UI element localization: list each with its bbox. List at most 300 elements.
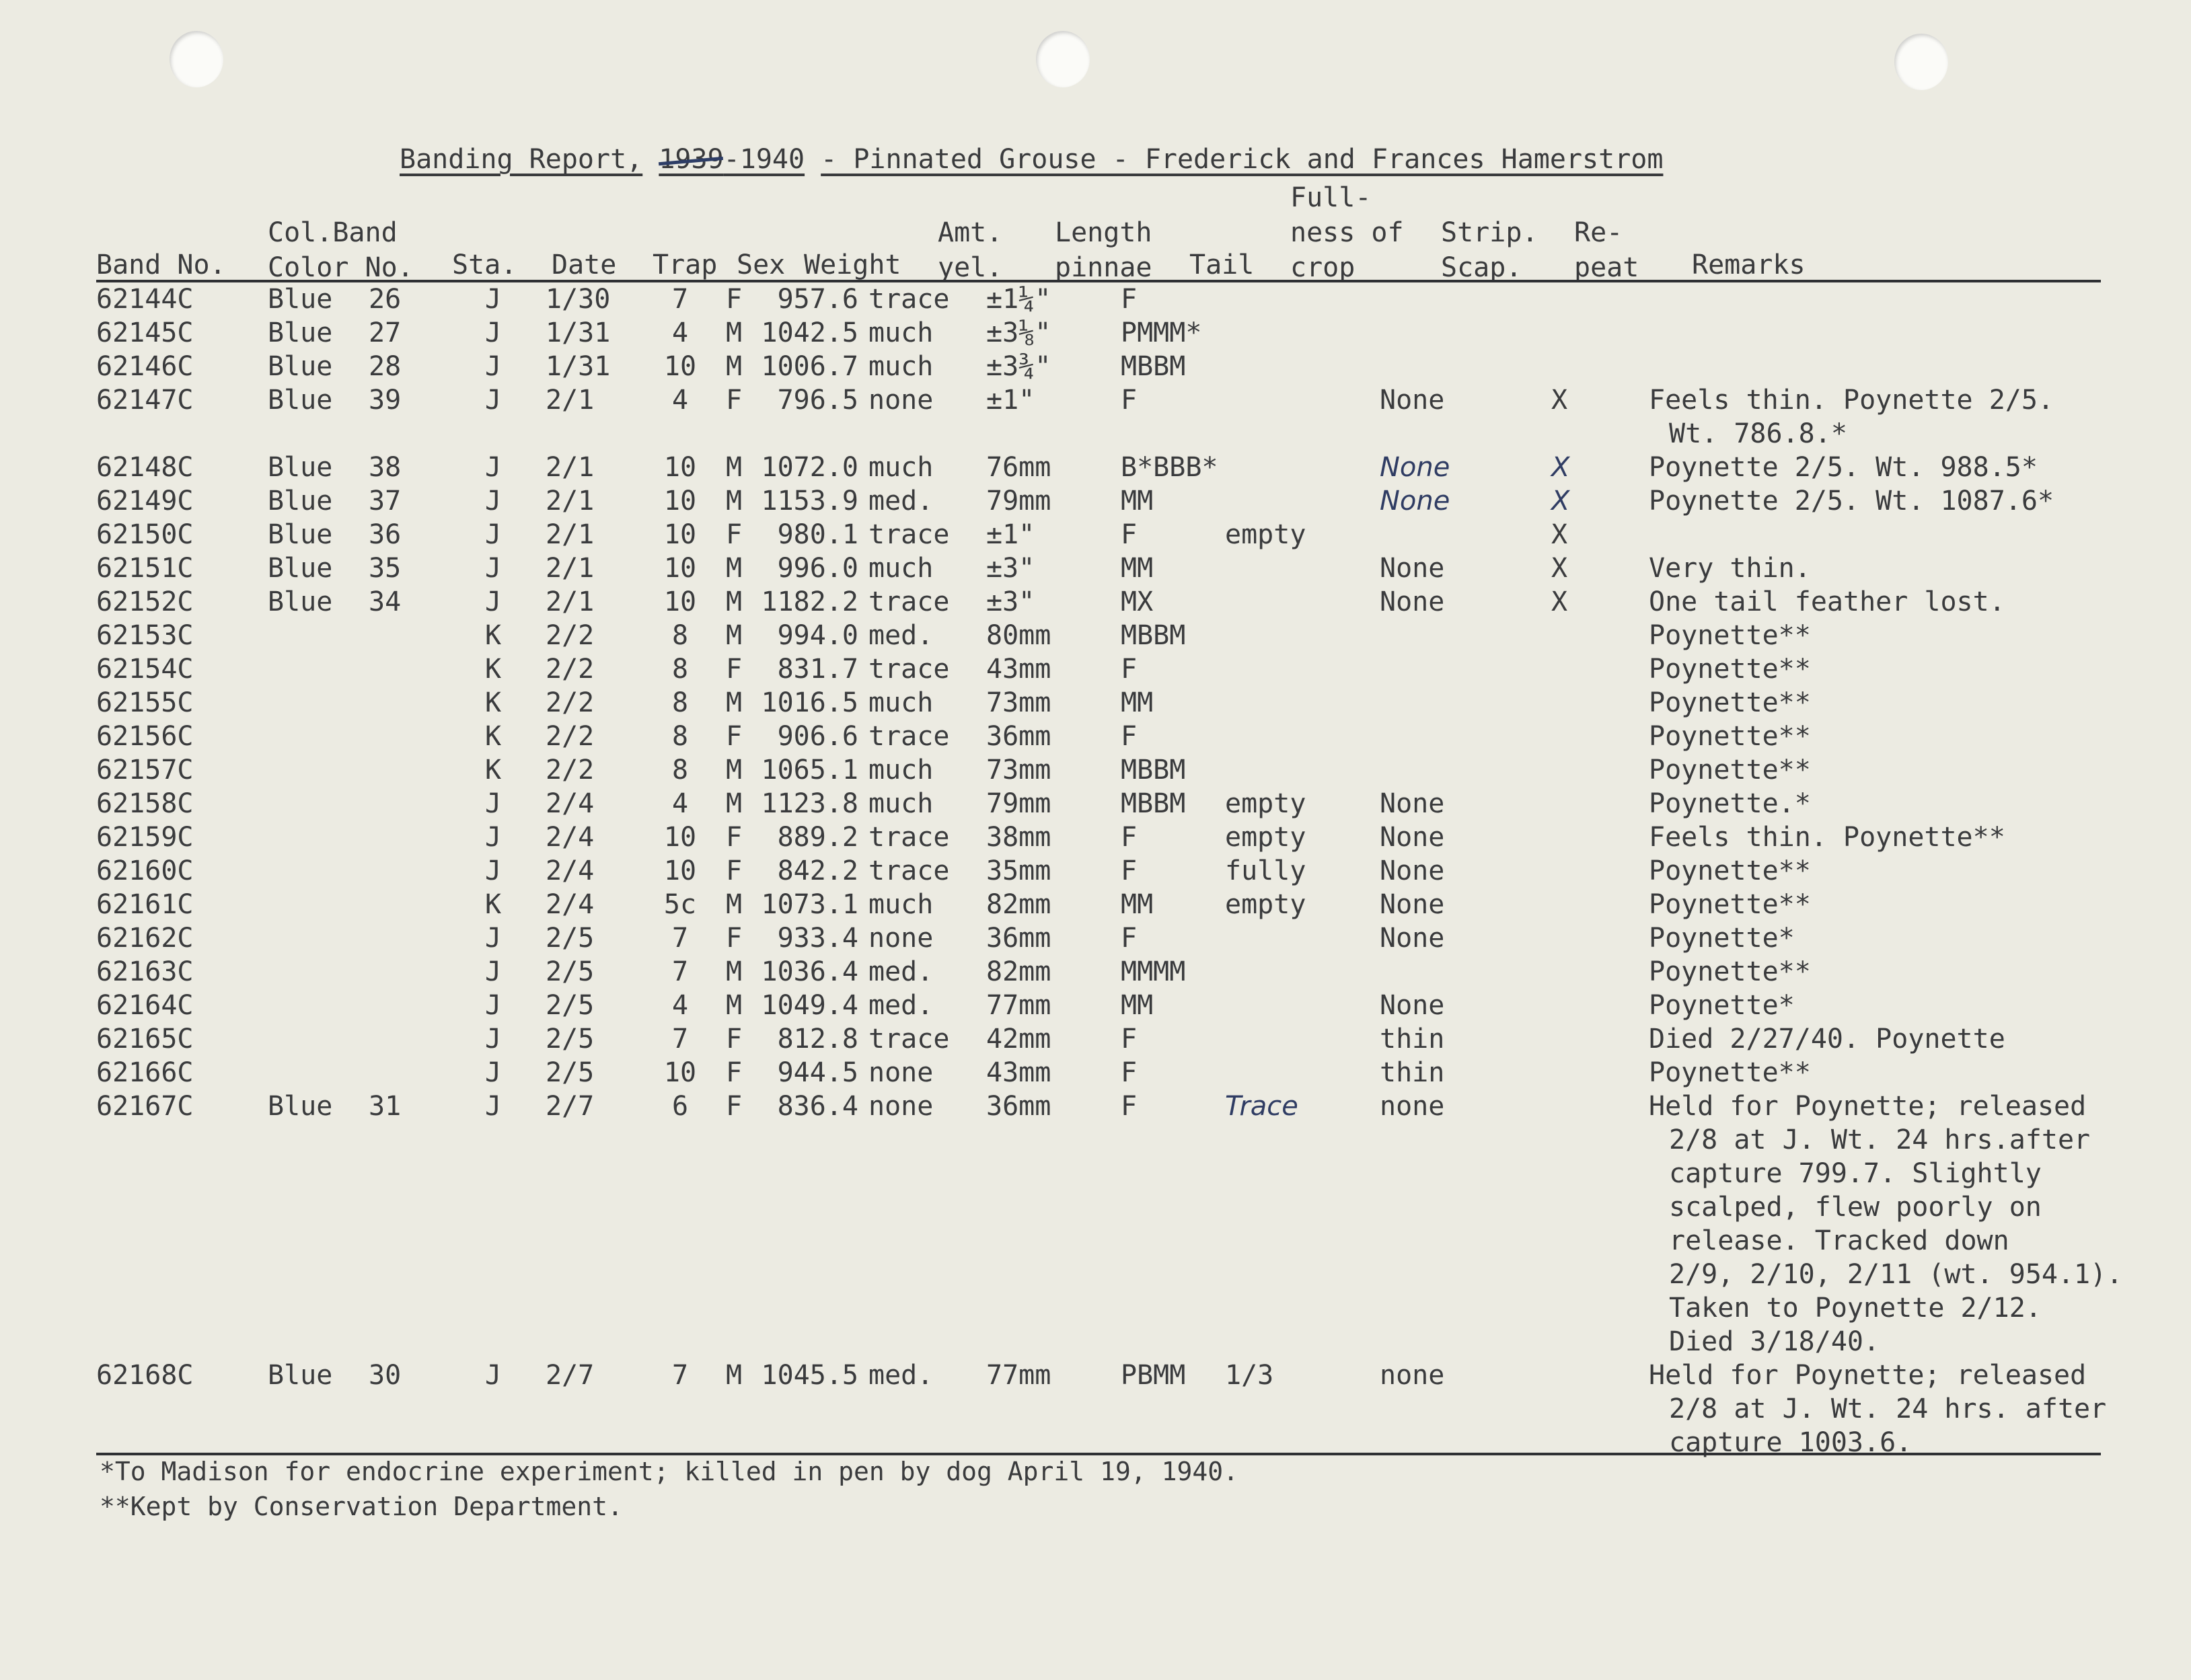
cell-num (369, 720, 453, 753)
cell-band: 62152C (96, 586, 194, 617)
cell-remarks (1649, 350, 2122, 383)
cell-trap: 10 (663, 452, 697, 483)
cell-sex: F (725, 1024, 743, 1055)
table-row-62161C (96, 888, 2122, 921)
cell-yel: much (868, 687, 934, 718)
cell-crop (1225, 484, 1380, 518)
cell-len: 36mm (986, 923, 1051, 954)
punch-hole-center (1036, 31, 1090, 87)
cell-tail: F (1121, 1091, 1138, 1122)
cell-sex: F (725, 284, 743, 315)
cell-date: 2/7 (546, 1091, 595, 1122)
cell-rep (1531, 989, 1649, 1022)
cell-trap: 8 (671, 755, 689, 786)
remarks-line: Poynette** (1649, 855, 1811, 886)
cell-len: 35mm (986, 855, 1051, 886)
header-tail: Tail (1189, 250, 1255, 280)
remarks-line: release. Tracked down (1669, 1225, 2009, 1256)
cell-sex: M (725, 687, 743, 718)
cell-sex: M (725, 990, 743, 1021)
cell-tail: PBMM (1121, 1360, 1186, 1391)
cell-rep: X (1551, 452, 1570, 483)
banding-table (96, 282, 2122, 1459)
remarks-line: Died 3/18/40. (1669, 1326, 1880, 1357)
cell-rep: X (1551, 486, 1570, 517)
table-row-62162C (96, 921, 2122, 955)
header-length-line2: pinnae (1055, 252, 1152, 283)
cell-yel: trace (868, 519, 950, 550)
cell-sta: K (484, 654, 502, 685)
cell-len: 82mm (986, 956, 1051, 987)
header-weight: Weight (804, 250, 901, 280)
cell-date: 2/4 (546, 889, 595, 920)
cell-strip (1380, 350, 1531, 383)
cell-trap: 10 (663, 519, 697, 550)
cell-len: ±3⅛" (986, 317, 1051, 348)
table-row-62145C (96, 316, 2122, 350)
cell-remarks (1649, 585, 2122, 619)
cell-color: Blue (268, 586, 333, 617)
cell-date: 1/31 (546, 351, 611, 382)
cell-crop (1225, 686, 1380, 720)
cell-tail: MM (1121, 486, 1154, 517)
cell-remarks (1649, 955, 2122, 989)
cell-weight: 1182.2 (761, 586, 858, 617)
remarks-line: Poynette** (1649, 687, 1811, 718)
table-row-62152C (96, 585, 2122, 619)
cell-sex: M (725, 317, 743, 348)
cell-remarks (1649, 316, 2122, 350)
table-row-62153C (96, 619, 2122, 652)
cell-remarks (1649, 652, 2122, 686)
cell-yel: med. (868, 486, 934, 517)
header-repeat-line2: peat (1574, 252, 1639, 283)
cell-rep (1531, 921, 1649, 955)
cell-sex: F (725, 385, 743, 416)
cell-trap: 10 (663, 855, 697, 886)
cell-rep (1531, 787, 1649, 820)
cell-tail: F (1121, 519, 1138, 550)
cell-crop (1225, 955, 1380, 989)
table-row-62150C (96, 518, 2122, 551)
title-rest: - Pinnated Grouse - Frederick and Frances Hamerstrom (821, 144, 1664, 175)
cell-remarks (1649, 1359, 2122, 1459)
report-title (400, 144, 1663, 175)
cell-tail: MBBM (1121, 620, 1186, 651)
table-row-62149C (96, 484, 2122, 518)
cell-weight: 1006.7 (761, 351, 858, 382)
cell-num (369, 820, 453, 854)
cell-sex: F (725, 1057, 743, 1088)
cell-color (268, 1022, 369, 1056)
cell-len: 77mm (986, 1360, 1051, 1391)
title-year: -1940 (723, 144, 805, 175)
cell-sta: K (484, 620, 502, 651)
cell-band: 62167C (96, 1091, 194, 1122)
cell-sex: F (725, 822, 743, 853)
table-row-62166C (96, 1056, 2122, 1090)
cell-sta: J (484, 1057, 502, 1088)
cell-num: 26 (369, 284, 402, 315)
header-strip-line2: Scap. (1441, 252, 1522, 283)
cell-sex: F (725, 855, 743, 886)
cell-crop (1225, 753, 1380, 787)
cell-yel: much (868, 452, 934, 483)
cell-rep (1531, 652, 1649, 686)
cell-num: 34 (369, 586, 402, 617)
cell-strip: none (1380, 1091, 1445, 1122)
cell-crop: empty (1225, 889, 1306, 920)
cell-band: 62150C (96, 519, 194, 550)
cell-date: 2/2 (546, 654, 595, 685)
remarks-line: Feels thin. Poynette 2/5. (1649, 385, 2054, 416)
header-trap: Trap (653, 250, 718, 280)
cell-weight: 1045.5 (761, 1360, 858, 1391)
remarks-line: Poynette** (1649, 721, 1811, 752)
cell-date: 2/4 (546, 788, 595, 819)
cell-color: Blue (268, 351, 333, 382)
cell-len: 43mm (986, 1057, 1051, 1088)
cell-len: 36mm (986, 721, 1051, 752)
cell-sex: M (725, 956, 743, 987)
cell-sex: M (725, 755, 743, 786)
cell-trap: 7 (671, 284, 689, 315)
cell-strip: None (1380, 822, 1445, 853)
cell-num (369, 652, 453, 686)
cell-trap: 4 (671, 990, 689, 1021)
cell-date: 2/2 (546, 687, 595, 718)
cell-band: 62145C (96, 317, 194, 348)
cell-len: ±1¼" (986, 284, 1051, 315)
table-row-62160C (96, 854, 2122, 888)
cell-tail: MBBM (1121, 351, 1186, 382)
cell-date: 2/5 (546, 1057, 595, 1088)
cell-trap: 10 (663, 1057, 697, 1088)
punch-hole-left (170, 31, 223, 87)
cell-num (369, 753, 453, 787)
cell-rep (1531, 350, 1649, 383)
cell-date: 2/5 (546, 990, 595, 1021)
cell-tail: F (1121, 822, 1138, 853)
cell-len: 43mm (986, 654, 1051, 685)
header-repeat-line1: Re- (1574, 217, 1623, 248)
cell-trap: 6 (671, 1091, 689, 1122)
cell-crop (1225, 989, 1380, 1022)
cell-rep: X (1551, 586, 1568, 617)
cell-weight: 1123.8 (761, 788, 858, 819)
cell-date: 2/1 (546, 385, 595, 416)
cell-date: 2/7 (546, 1360, 595, 1391)
cell-sta: J (484, 1024, 502, 1055)
cell-remarks (1649, 619, 2122, 652)
header-full-line1: Full- (1290, 182, 1372, 213)
cell-rep (1531, 686, 1649, 720)
cell-sex: M (725, 351, 743, 382)
cell-color (268, 888, 369, 921)
remarks-line: scalped, flew poorly on (1669, 1192, 2042, 1223)
cell-rep (1531, 720, 1649, 753)
cell-color (268, 820, 369, 854)
table-row-62158C (96, 787, 2122, 820)
cell-sta: J (484, 553, 502, 584)
cell-yel: much (868, 351, 934, 382)
cell-weight: 957.6 (777, 284, 858, 315)
table-row-62155C (96, 686, 2122, 720)
table-row-62164C (96, 989, 2122, 1022)
cell-band: 62156C (96, 721, 194, 752)
remarks-line: Wt. 786.8.* (1669, 418, 1847, 449)
cell-sta: J (484, 822, 502, 853)
punch-hole-right (1894, 34, 1948, 90)
cell-tail: B*BBB* (1121, 452, 1218, 483)
cell-color: Blue (268, 452, 333, 483)
cell-sex: F (725, 519, 743, 550)
cell-yel: med. (868, 620, 934, 651)
cell-sex: F (725, 721, 743, 752)
table-row-62147C (96, 383, 2122, 451)
cell-remarks (1649, 989, 2122, 1022)
cell-tail: F (1121, 385, 1138, 416)
remarks-line: Poynette** (1649, 956, 1811, 987)
header-full-line3: crop (1290, 252, 1356, 283)
cell-num: 38 (369, 452, 402, 483)
header-amt-yel (938, 215, 1002, 285)
cell-color (268, 753, 369, 787)
cell-crop (1225, 383, 1380, 451)
cell-crop (1225, 921, 1380, 955)
cell-sex: M (725, 553, 743, 584)
cell-band: 62160C (96, 855, 194, 886)
cell-strip (1380, 686, 1531, 720)
cell-len: 73mm (986, 687, 1051, 718)
cell-date: 2/1 (546, 586, 595, 617)
table-row-62157C (96, 753, 2122, 787)
cell-sta: J (484, 284, 502, 315)
cell-num (369, 1022, 453, 1056)
footer-rule (96, 1453, 2101, 1455)
cell-num (369, 989, 453, 1022)
cell-weight: 842.2 (777, 855, 858, 886)
cell-date: 2/2 (546, 755, 595, 786)
remarks-line: Poynette** (1649, 654, 1811, 685)
table-row-62159C (96, 820, 2122, 854)
header-col-band (268, 215, 414, 285)
cell-color (268, 921, 369, 955)
cell-band: 62166C (96, 1057, 194, 1088)
cell-strip: None (1380, 452, 1450, 483)
cell-trap: 8 (671, 620, 689, 651)
cell-rep: X (1551, 519, 1568, 550)
cell-strip: None (1380, 553, 1445, 584)
cell-color: Blue (268, 519, 333, 550)
cell-num (369, 1056, 453, 1090)
cell-rep (1531, 619, 1649, 652)
cell-weight: 996.0 (777, 553, 858, 584)
cell-trap: 10 (663, 553, 697, 584)
cell-trap: 4 (671, 317, 689, 348)
cell-crop (1225, 652, 1380, 686)
footnote-double-star: **Kept by Conservation Department. (100, 1492, 623, 1521)
cell-rep: X (1551, 553, 1568, 584)
cell-strip (1380, 720, 1531, 753)
cell-weight: 1153.9 (761, 486, 858, 517)
cell-sta: J (484, 317, 502, 348)
cell-strip (1380, 619, 1531, 652)
cell-band: 62144C (96, 284, 194, 315)
cell-yel: much (868, 889, 934, 920)
table-row-62146C (96, 350, 2122, 383)
cell-num (369, 686, 453, 720)
table-row-62144C (96, 282, 2122, 316)
cell-rep (1531, 1090, 1649, 1359)
cell-tail: MX (1121, 586, 1154, 617)
remarks-line: capture 1003.6. (1669, 1427, 1913, 1458)
cell-weight: 1072.0 (761, 452, 858, 483)
cell-weight: 980.1 (777, 519, 858, 550)
cell-date: 2/1 (546, 452, 595, 483)
cell-strip: None (1380, 855, 1445, 886)
cell-remarks (1649, 282, 2122, 316)
cell-band: 62164C (96, 990, 194, 1021)
cell-weight: 944.5 (777, 1057, 858, 1088)
table-row-62154C (96, 652, 2122, 686)
remarks-line: 2/9, 2/10, 2/11 (wt. 954.1). (1669, 1259, 2123, 1290)
cell-yel: none (868, 1091, 934, 1122)
cell-trap: 7 (671, 923, 689, 954)
cell-yel: med. (868, 956, 934, 987)
cell-yel: much (868, 317, 934, 348)
cell-trap: 10 (663, 586, 697, 617)
cell-weight: 889.2 (777, 822, 858, 853)
cell-rep (1531, 316, 1649, 350)
cell-strip (1380, 518, 1531, 551)
cell-trap: 7 (671, 1360, 689, 1391)
cell-len: 80mm (986, 620, 1051, 651)
footnote-single-star: *To Madison for endocrine experiment; killed in pen by dog April 19, 1940. (100, 1457, 1238, 1486)
header-fullness-crop (1290, 180, 1404, 285)
cell-yel: trace (868, 654, 950, 685)
cell-num: 36 (369, 519, 402, 550)
remarks-line: Poynette* (1649, 923, 1795, 954)
cell-crop (1225, 1022, 1380, 1056)
cell-band: 62147C (96, 385, 194, 416)
cell-weight: 831.7 (777, 654, 858, 685)
cell-color (268, 989, 369, 1022)
cell-yel: much (868, 788, 934, 819)
cell-tail: MM (1121, 889, 1154, 920)
cell-remarks (1649, 854, 2122, 888)
cell-num: 39 (369, 385, 402, 416)
cell-trap: 8 (671, 687, 689, 718)
remarks-line: Very thin. (1649, 553, 1811, 584)
cell-yel: trace (868, 855, 950, 886)
cell-band: 62165C (96, 1024, 194, 1055)
cell-date: 2/5 (546, 923, 595, 954)
cell-yel: trace (868, 721, 950, 752)
cell-sex: M (725, 620, 743, 651)
cell-yel: trace (868, 284, 950, 315)
cell-band: 62168C (96, 1360, 194, 1391)
cell-strip: None (1380, 385, 1445, 416)
table-row-62168C (96, 1359, 2122, 1459)
cell-weight: 906.6 (777, 721, 858, 752)
cell-num (369, 854, 453, 888)
cell-strip (1380, 753, 1531, 787)
cell-tail: F (1121, 721, 1138, 752)
remarks-line: Poynette** (1649, 755, 1811, 786)
cell-strip: thin (1380, 1057, 1445, 1088)
cell-trap: 4 (671, 385, 689, 416)
cell-tail: F (1121, 284, 1138, 315)
cell-remarks (1649, 551, 2122, 585)
cell-crop (1225, 619, 1380, 652)
cell-color: Blue (268, 317, 333, 348)
cell-color (268, 686, 369, 720)
cell-remarks (1649, 1022, 2122, 1056)
title-prefix: Banding Report, (400, 144, 643, 175)
cell-tail: MM (1121, 990, 1154, 1021)
cell-sta: J (484, 1360, 502, 1391)
cell-strip (1380, 282, 1531, 316)
cell-crop (1225, 720, 1380, 753)
cell-sta: J (484, 351, 502, 382)
cell-sta: J (484, 956, 502, 987)
cell-rep (1531, 888, 1649, 921)
cell-rep: X (1551, 385, 1568, 416)
cell-date: 2/1 (546, 553, 595, 584)
header-length-pinnae (1055, 215, 1152, 285)
header-strip-line1: Strip. (1441, 217, 1538, 248)
cell-rep (1531, 1359, 1649, 1459)
cell-band: 62158C (96, 788, 194, 819)
cell-color: Blue (268, 385, 333, 416)
cell-crop (1225, 282, 1380, 316)
cell-color (268, 652, 369, 686)
cell-strip (1380, 652, 1531, 686)
cell-strip: None (1380, 990, 1445, 1021)
cell-rep (1531, 1022, 1649, 1056)
remarks-line: Poynette 2/5. Wt. 988.5* (1649, 452, 2038, 483)
header-col-band-line1: Col.Band (268, 217, 398, 248)
cell-crop (1225, 350, 1380, 383)
cell-trap: 10 (663, 351, 697, 382)
table-row-62165C (96, 1022, 2122, 1056)
cell-color (268, 619, 369, 652)
cell-strip (1380, 316, 1531, 350)
cell-remarks (1649, 820, 2122, 854)
header-strip-scap (1441, 215, 1538, 285)
cell-sex: F (725, 654, 743, 685)
cell-color (268, 787, 369, 820)
cell-len: 79mm (986, 486, 1051, 517)
table-row-62163C (96, 955, 2122, 989)
cell-yel: much (868, 755, 934, 786)
cell-yel: trace (868, 822, 950, 853)
cell-sta: J (484, 519, 502, 550)
table-row-62167C (96, 1090, 2122, 1359)
cell-remarks (1649, 518, 2122, 551)
cell-yel: none (868, 385, 934, 416)
cell-len: 38mm (986, 822, 1051, 853)
cell-band: 62157C (96, 755, 194, 786)
cell-len: 76mm (986, 452, 1051, 483)
cell-rep (1531, 820, 1649, 854)
table-row-62151C (96, 551, 2122, 585)
cell-tail: F (1121, 923, 1138, 954)
cell-trap: 10 (663, 486, 697, 517)
cell-strip: None (1380, 788, 1445, 819)
header-full-line2: ness of (1290, 217, 1404, 248)
